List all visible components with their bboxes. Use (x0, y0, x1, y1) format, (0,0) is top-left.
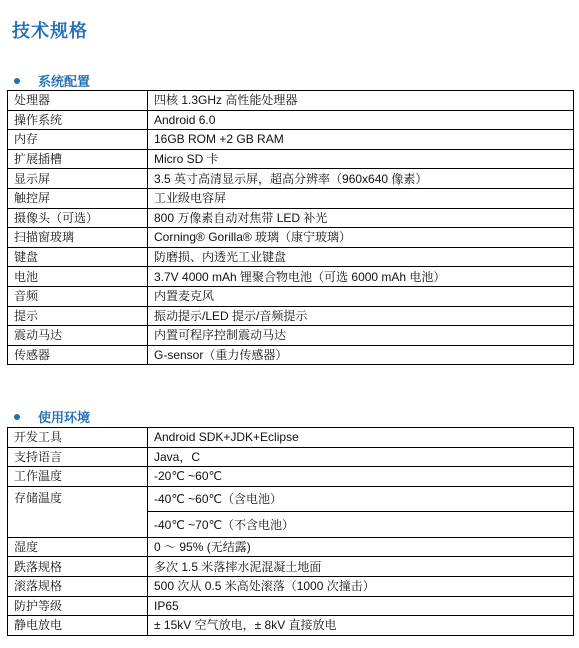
spec-label: 内存 (8, 130, 148, 150)
table-row (8, 188, 574, 208)
table-row (8, 486, 574, 512)
spec-value: 500 次从 0.5 米高处滚落（1000 次撞击） (148, 576, 574, 596)
spec-label: 键盘 (8, 247, 148, 267)
spec-label: 传感器 (8, 345, 148, 365)
table-row (8, 576, 574, 596)
spec-label: 扫描窗玻璃 (8, 228, 148, 248)
spec-label: 处理器 (8, 91, 148, 111)
table-row (8, 345, 574, 365)
section-heading-label: 系统配置 (38, 74, 91, 89)
spec-label: 湿度 (8, 537, 148, 557)
spec-value: IP65 (148, 596, 574, 616)
bullet-icon (14, 414, 20, 420)
table-row (8, 130, 574, 150)
spec-label: 静电放电 (8, 616, 148, 636)
table-row (8, 228, 574, 248)
section-heading-environment (14, 407, 90, 426)
table-row (8, 616, 574, 636)
table-row (8, 208, 574, 228)
spec-label: 显示屏 (8, 169, 148, 189)
spec-value: 多次 1.5 米落摔水泥混凝土地面 (148, 557, 574, 577)
spec-value: -40℃ ~60℃（含电池） (148, 486, 574, 512)
spec-label: 操作系统 (8, 110, 148, 130)
spec-value: Android SDK+JDK+Eclipse (148, 428, 574, 448)
page-title: 技术规格 (12, 21, 88, 41)
spec-label: 音频 (8, 286, 148, 306)
table-row (8, 91, 574, 111)
spec-label: 扩展插槽 (8, 149, 148, 169)
spec-label: 摄像头（可选） (8, 208, 148, 228)
spec-value: 16GB ROM +2 GB RAM (148, 130, 574, 150)
table-row (8, 149, 574, 169)
table-row (8, 267, 574, 287)
spec-label: 触控屏 (8, 188, 148, 208)
spec-label: 跌落规格 (8, 557, 148, 577)
spec-label: 防护等级 (8, 596, 148, 616)
table-row (8, 447, 574, 467)
section-heading-system (14, 71, 90, 90)
table-row (8, 169, 574, 189)
table-row (8, 428, 574, 448)
spec-value: 0 ～ 95% (无结露) (148, 537, 574, 557)
table-row (8, 537, 574, 557)
spec-label: 工作温度 (8, 467, 148, 487)
table-row (8, 306, 574, 326)
spec-value: ± 15kV 空气放电，± 8kV 直接放电 (148, 616, 574, 636)
spec-value: 内置可程序控制震动马达 (148, 326, 574, 346)
table-row (8, 286, 574, 306)
environment-table (7, 427, 574, 636)
table-row (8, 467, 574, 487)
spec-value: Android 6.0 (148, 110, 574, 130)
spec-value: Java，C (148, 447, 574, 467)
spec-label: 存储温度 (8, 486, 148, 537)
table-row (8, 110, 574, 130)
spec-value: 工业级电容屏 (148, 188, 574, 208)
spec-label: 电池 (8, 267, 148, 287)
spec-label: 震动马达 (8, 326, 148, 346)
table-row (8, 596, 574, 616)
spec-label: 开发工具 (8, 428, 148, 448)
bullet-icon (14, 78, 20, 84)
spec-value: 四核 1.3GHz 高性能处理器 (148, 91, 574, 111)
spec-value: 3.7V 4000 mAh 锂聚合物电池（可选 6000 mAh 电池） (148, 267, 574, 287)
system-config-table (7, 90, 574, 365)
table-row (8, 326, 574, 346)
spec-value: 振动提示/LED 提示/音频提示 (148, 306, 574, 326)
spec-value: 800 万像素自动对焦带 LED 补光 (148, 208, 574, 228)
section-heading-label: 使用环境 (38, 410, 91, 425)
spec-value: 内置麦克风 (148, 286, 574, 306)
spec-value: Micro SD 卡 (148, 149, 574, 169)
spec-label: 滚落规格 (8, 576, 148, 596)
spec-value: Corning® Gorilla® 玻璃（康宁玻璃） (148, 228, 574, 248)
spec-value: 3.5 英寸高清显示屏，超高分辨率（960x640 像素） (148, 169, 574, 189)
table-row (8, 247, 574, 267)
spec-value: -20℃ ~60℃ (148, 467, 574, 487)
spec-label: 提示 (8, 306, 148, 326)
spec-value: 防磨损、内透光工业键盘 (148, 247, 574, 267)
spec-label: 支持语言 (8, 447, 148, 467)
spec-value: G-sensor（重力传感器） (148, 345, 574, 365)
table-row (8, 557, 574, 577)
spec-value: -40℃ ~70℃（不含电池） (148, 512, 574, 538)
